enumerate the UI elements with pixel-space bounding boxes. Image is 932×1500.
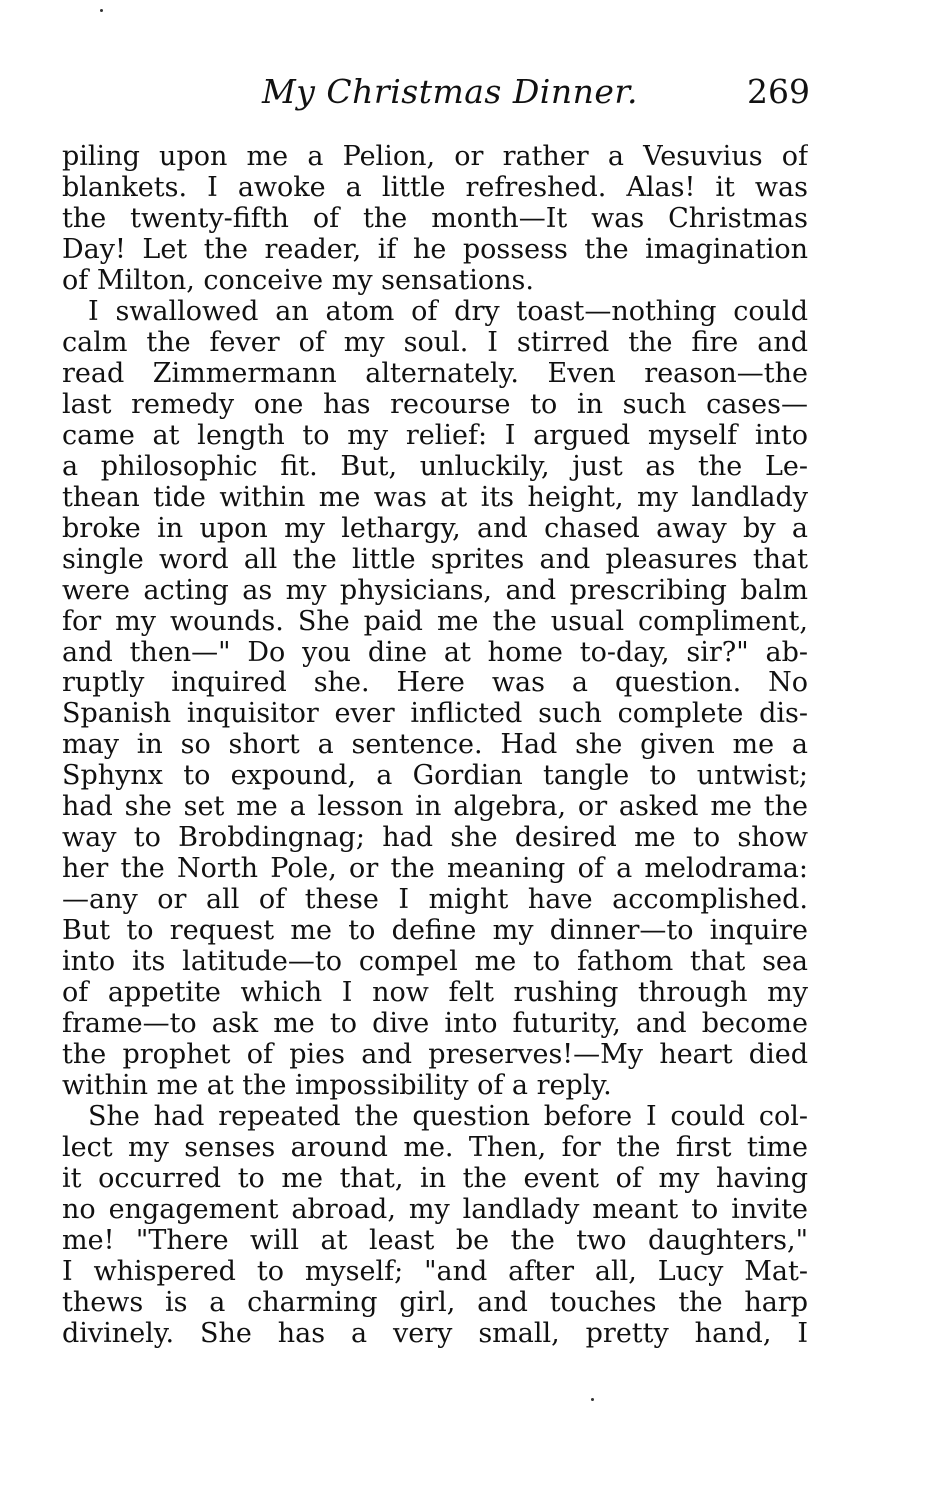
text-line: of Milton, conceive my sensations. xyxy=(62,265,534,296)
text-line: may in so short a sentence. Had she given me a xyxy=(62,730,808,761)
text-line: broke in upon my lethargy, and chased away by a xyxy=(62,513,808,544)
text-line: Day! Let the reader, if he possess the imagination xyxy=(62,234,808,265)
text-line: had she set me a lesson in algebra, or asked me the xyxy=(62,792,808,823)
text-line: it occurred to me that, in the event of my having xyxy=(62,1163,808,1194)
text-line: thean tide within me was at its height, my landlady xyxy=(62,482,808,513)
text-line: within me at the impossibility of a reply. xyxy=(62,1071,612,1102)
text-line: were acting as my physicians, and prescribing balm xyxy=(62,575,808,606)
text-line: came at length to my relief: I argued myself into xyxy=(62,420,808,451)
text-line: me! "There will at least be the two daughters," xyxy=(62,1225,808,1256)
paragraph xyxy=(62,297,808,1102)
text-line: frame—to ask me to dive into futurity, and become xyxy=(62,1009,808,1040)
text-line: a philosophic fit. But, unluckily, just as the Le- xyxy=(62,451,808,482)
text-line: I swallowed an atom of dry toast—nothing could xyxy=(88,296,808,327)
text-line: thews is a charming girl, and touches the harp xyxy=(62,1287,808,1318)
print-speck-top xyxy=(100,9,103,12)
text-line: —any or all of these I might have accomplished. xyxy=(62,885,808,916)
text-line: last remedy one has recourse to in such cases— xyxy=(62,389,808,420)
text-line: divinely. She has a very small, pretty hand, I xyxy=(62,1318,808,1349)
paragraph xyxy=(62,1102,808,1350)
print-speck-bottom xyxy=(591,1398,594,1401)
text-line: blankets. I awoke a little refreshed. Alas! it was xyxy=(62,172,808,203)
text-line: piling upon me a Pelion, or rather a Vesuvius of xyxy=(62,142,808,172)
text-line: for my wounds. She paid me the usual compliment, xyxy=(62,606,808,637)
page-number: 269 xyxy=(747,72,810,111)
text-line: But to request me to define my dinner—to inquire xyxy=(62,916,808,947)
text-line: I whispered to myself; "and after all, Lucy Mat- xyxy=(62,1256,808,1287)
text-line: calm the fever of my soul. I stirred the fire and xyxy=(62,327,808,358)
text-line: and then—" Do you dine at home to-day, sir?" ab- xyxy=(62,637,808,668)
text-line: read Zimmermann alternately. Even reason—the xyxy=(62,358,808,389)
text-line: ruptly inquired she. Here was a question. No xyxy=(62,668,808,699)
text-line: single word all the little sprites and pleasures that xyxy=(62,544,808,575)
text-line: Sphynx to expound, a Gordian tangle to untwist; xyxy=(62,761,808,792)
text-line: her the North Pole, or the meaning of a melodrama: xyxy=(62,854,808,885)
body-text xyxy=(62,142,808,1350)
text-line: of appetite which I now felt rushing through my xyxy=(62,978,808,1009)
text-line: no engagement abroad, my landlady meant to invite xyxy=(62,1194,808,1225)
page-header xyxy=(262,72,810,112)
text-line: the twenty-fifth of the month—It was Christmas xyxy=(62,203,808,234)
text-line: way to Brobdingnag; had she desired me to show xyxy=(62,823,808,854)
text-line: Spanish inquisitor ever inflicted such complete dis- xyxy=(62,699,808,730)
text-line: lect my senses around me. Then, for the first time xyxy=(62,1133,808,1163)
text-line: into its latitude—to compel me to fathom that sea xyxy=(62,947,808,978)
running-title: My Christmas Dinner. xyxy=(262,72,639,111)
text-line: She had repeated the question before I could col- xyxy=(88,1102,808,1133)
text-line: the prophet of pies and preserves!—My heart died xyxy=(62,1040,808,1071)
paragraph xyxy=(62,142,808,297)
